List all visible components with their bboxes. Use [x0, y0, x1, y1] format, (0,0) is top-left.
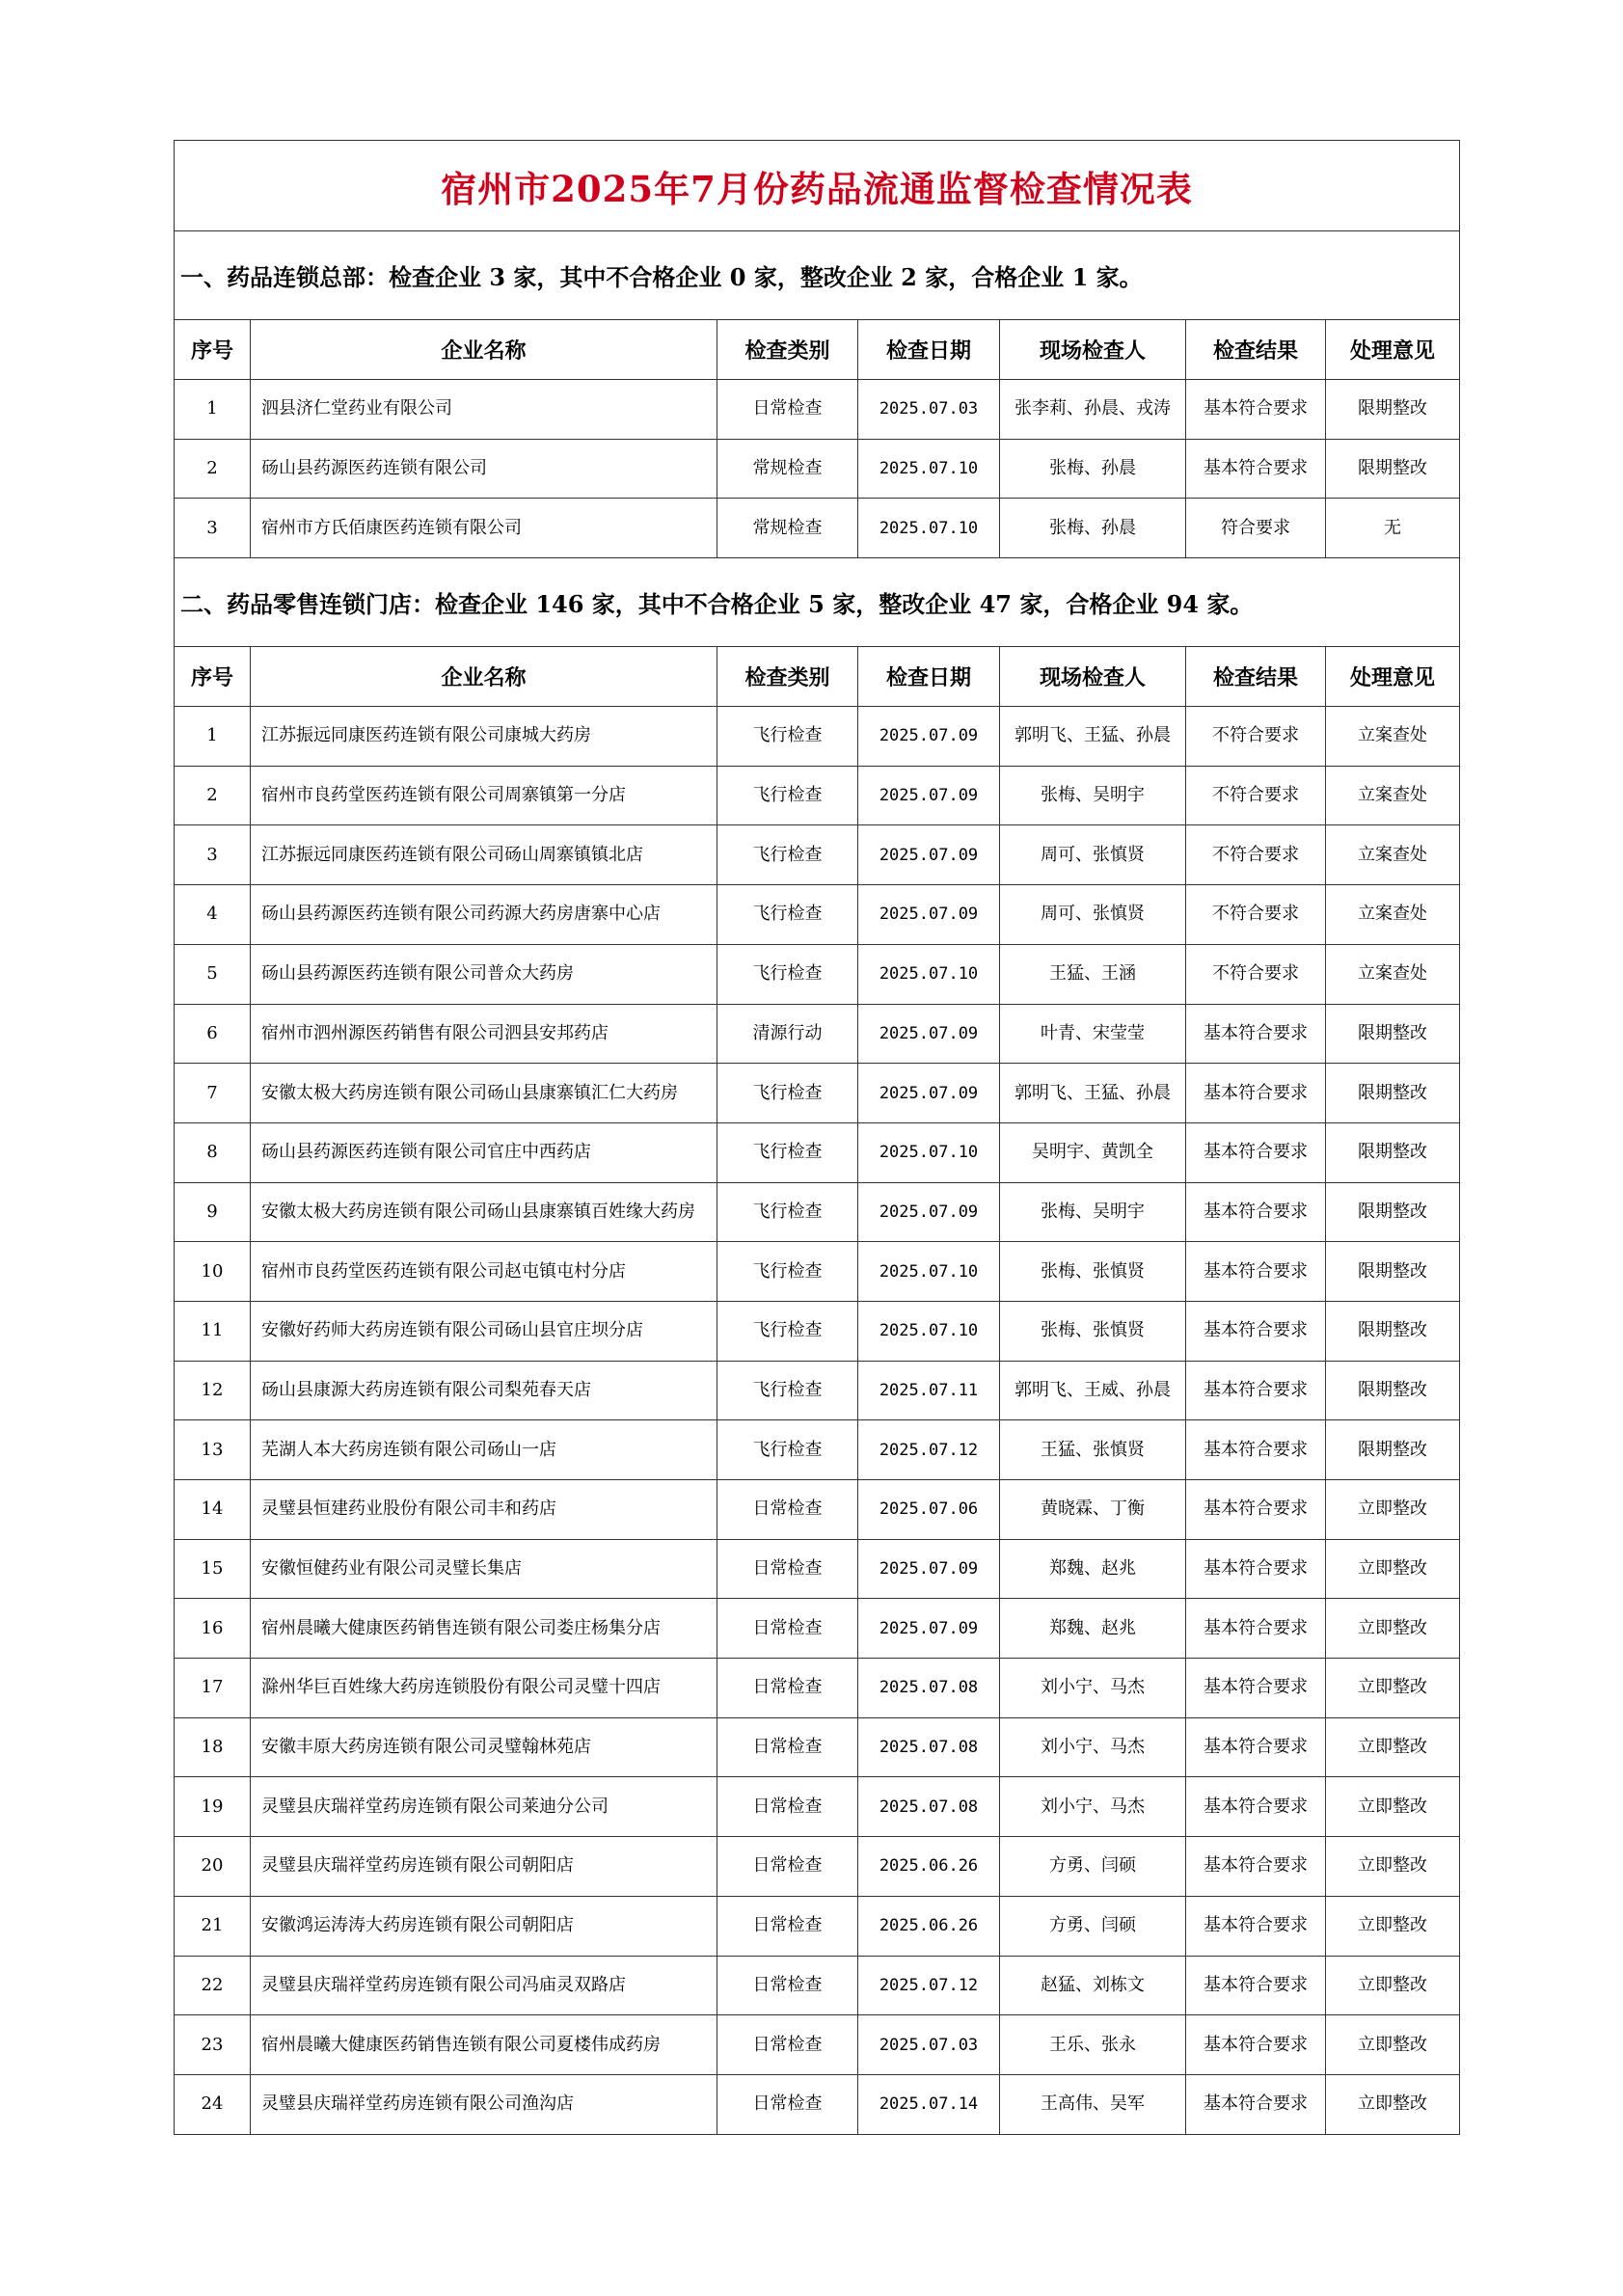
table-row: [175, 885, 1460, 945]
inspection-date: 2025.07.10: [858, 1242, 1000, 1302]
inspection-date: 2025.07.10: [858, 1122, 1000, 1182]
company-name: 安徽太极大药房连锁有限公司砀山县康寨镇百姓缘大药房: [251, 1182, 717, 1242]
inspection-type: 飞行检查: [717, 1420, 858, 1480]
inspectors: 张李莉、孙晨、戎涛: [1000, 380, 1186, 440]
row-number: 22: [175, 1956, 251, 2015]
inspection-type: 飞行检查: [717, 1301, 858, 1361]
company-name: 宿州晨曦大健康医药销售连锁有限公司夏楼伟成药房: [251, 2015, 717, 2075]
inspectors: 王高伟、吴军: [1000, 2074, 1186, 2134]
inspection-result: 基本符合要求: [1186, 1004, 1326, 1064]
handling-opinion: 立即整改: [1326, 1956, 1460, 2015]
inspectors: 刘小宁、马杰: [1000, 1659, 1186, 1718]
company-name: 宿州市泗州源医药销售有限公司泗县安邦药店: [251, 1004, 717, 1064]
inspection-type: 日常检查: [717, 1777, 858, 1837]
inspection-type: 日常检查: [717, 1896, 858, 1956]
inspection-result: 基本符合要求: [1186, 1064, 1326, 1123]
table-row: [175, 439, 1460, 499]
inspection-result: 基本符合要求: [1186, 2074, 1326, 2134]
inspectors: 周可、张慎贤: [1000, 885, 1186, 945]
table-row: [175, 1361, 1460, 1420]
inspectors: 郭明飞、王猛、孙晨: [1000, 1064, 1186, 1123]
inspection-date: 2025.06.26: [858, 1837, 1000, 1897]
inspection-date: 2025.07.08: [858, 1659, 1000, 1718]
section-heading: 二、药品零售连锁门店：检查企业 146 家，其中不合格企业 5 家，整改企业 47 家，合格企业 94 家。: [175, 558, 1460, 647]
company-name: 泗县济仁堂药业有限公司: [251, 380, 717, 440]
inspection-date: 2025.07.11: [858, 1361, 1000, 1420]
inspection-date: 2025.07.14: [858, 2074, 1000, 2134]
column-header: 企业名称: [251, 647, 717, 707]
inspectors: 张梅、吴明宇: [1000, 1182, 1186, 1242]
page-title: 宿州市2025年7月份药品流通监督检查情况表: [175, 141, 1460, 231]
handling-opinion: 立即整改: [1326, 1539, 1460, 1599]
inspection-result: 基本符合要求: [1186, 380, 1326, 440]
inspection-result: 基本符合要求: [1186, 1599, 1326, 1659]
inspectors: 周可、张慎贤: [1000, 825, 1186, 885]
table-row: [175, 1242, 1460, 1302]
inspection-date: 2025.06.26: [858, 1896, 1000, 1956]
inspection-result: 基本符合要求: [1186, 1480, 1326, 1540]
handling-opinion: 立即整改: [1326, 2015, 1460, 2075]
row-number: 2: [175, 766, 251, 825]
inspection-date: 2025.07.09: [858, 1182, 1000, 1242]
inspectors: 叶青、宋莹莹: [1000, 1004, 1186, 1064]
column-header: 检查日期: [858, 320, 1000, 380]
inspection-result: 基本符合要求: [1186, 1896, 1326, 1956]
handling-opinion: 限期整改: [1326, 1182, 1460, 1242]
inspection-date: 2025.07.12: [858, 1420, 1000, 1480]
row-number: 6: [175, 1004, 251, 1064]
company-name: 灵璧县庆瑞祥堂药房连锁有限公司冯庙灵双路店: [251, 1956, 717, 2015]
inspection-type: 日常检查: [717, 1539, 858, 1599]
inspection-type: 日常检查: [717, 380, 858, 440]
row-number: 1: [175, 707, 251, 767]
row-number: 12: [175, 1361, 251, 1420]
company-name: 砀山县康源大药房连锁有限公司梨苑春天店: [251, 1361, 717, 1420]
table-row: [175, 707, 1460, 767]
row-number: 1: [175, 380, 251, 440]
handling-opinion: 立即整改: [1326, 1659, 1460, 1718]
inspection-date: 2025.07.09: [858, 1539, 1000, 1599]
handling-opinion: 立即整改: [1326, 1837, 1460, 1897]
table-header-row: [175, 647, 1460, 707]
row-number: 9: [175, 1182, 251, 1242]
inspection-type: 飞行检查: [717, 1182, 858, 1242]
table-row: [175, 1301, 1460, 1361]
row-number: 20: [175, 1837, 251, 1897]
inspection-type: 飞行检查: [717, 707, 858, 767]
handling-opinion: 限期整改: [1326, 1361, 1460, 1420]
table-row: [175, 1122, 1460, 1182]
column-header: 检查类别: [717, 647, 858, 707]
inspection-result: 不符合要求: [1186, 766, 1326, 825]
inspectors: 赵猛、刘栋文: [1000, 1956, 1186, 2015]
handling-opinion: 限期整改: [1326, 439, 1460, 499]
table-row: [175, 1659, 1460, 1718]
row-number: 8: [175, 1122, 251, 1182]
inspection-result: 基本符合要求: [1186, 1717, 1326, 1777]
company-name: 滁州华巨百姓缘大药房连锁股份有限公司灵璧十四店: [251, 1659, 717, 1718]
company-name: 江苏振远同康医药连锁有限公司砀山周寨镇镇北店: [251, 825, 717, 885]
row-number: 15: [175, 1539, 251, 1599]
row-number: 17: [175, 1659, 251, 1718]
inspectors: 郭明飞、王威、孙晨: [1000, 1361, 1186, 1420]
inspectors: 吴明宇、黄凯全: [1000, 1122, 1186, 1182]
inspection-date: 2025.07.10: [858, 439, 1000, 499]
company-name: 安徽太极大药房连锁有限公司砀山县康寨镇汇仁大药房: [251, 1064, 717, 1123]
inspection-type: 日常检查: [717, 1956, 858, 2015]
row-number: 3: [175, 825, 251, 885]
inspection-type: 清源行动: [717, 1004, 858, 1064]
handling-opinion: 立案查处: [1326, 825, 1460, 885]
table-row: [175, 380, 1460, 440]
inspection-result: 基本符合要求: [1186, 1837, 1326, 1897]
company-name: 宿州市良药堂医药连锁有限公司赵屯镇屯村分店: [251, 1242, 717, 1302]
inspection-type: 飞行检查: [717, 1361, 858, 1420]
inspection-type: 常规检查: [717, 439, 858, 499]
row-number: 21: [175, 1896, 251, 1956]
handling-opinion: 立即整改: [1326, 1777, 1460, 1837]
company-name: 安徽鸿运涛涛大药房连锁有限公司朝阳店: [251, 1896, 717, 1956]
column-header: 处理意见: [1326, 320, 1460, 380]
inspection-result: 基本符合要求: [1186, 1242, 1326, 1302]
table-row: [175, 499, 1460, 558]
handling-opinion: 限期整改: [1326, 1064, 1460, 1123]
inspectors: 王猛、张慎贤: [1000, 1420, 1186, 1480]
handling-opinion: 立即整改: [1326, 1896, 1460, 1956]
inspectors: 张梅、孙晨: [1000, 439, 1186, 499]
table-row: [175, 1480, 1460, 1540]
inspectors: 王猛、王涵: [1000, 944, 1186, 1004]
inspection-date: 2025.07.08: [858, 1717, 1000, 1777]
inspection-date: 2025.07.12: [858, 1956, 1000, 2015]
company-name: 宿州市良药堂医药连锁有限公司周寨镇第一分店: [251, 766, 717, 825]
inspection-type: 日常检查: [717, 1599, 858, 1659]
inspectors: 刘小宁、马杰: [1000, 1777, 1186, 1837]
handling-opinion: 限期整改: [1326, 380, 1460, 440]
section-heading: 一、药品连锁总部：检查企业 3 家，其中不合格企业 0 家，整改企业 2 家，合格企业 1 家。: [175, 231, 1460, 320]
inspectors: 张梅、张慎贤: [1000, 1242, 1186, 1302]
company-name: 江苏振远同康医药连锁有限公司康城大药房: [251, 707, 717, 767]
inspection-result: 不符合要求: [1186, 885, 1326, 945]
row-number: 11: [175, 1301, 251, 1361]
handling-opinion: 立案查处: [1326, 885, 1460, 945]
inspection-result: 基本符合要求: [1186, 1301, 1326, 1361]
company-name: 芜湖人本大药房连锁有限公司砀山一店: [251, 1420, 717, 1480]
inspection-type: 日常检查: [717, 2074, 858, 2134]
company-name: 安徽恒健药业有限公司灵璧长集店: [251, 1539, 717, 1599]
inspection-result: 基本符合要求: [1186, 439, 1326, 499]
inspectors: 刘小宁、马杰: [1000, 1717, 1186, 1777]
handling-opinion: 限期整改: [1326, 1122, 1460, 1182]
table-row: [175, 1777, 1460, 1837]
inspectors: 张梅、吴明宇: [1000, 766, 1186, 825]
inspection-type: 日常检查: [717, 1480, 858, 1540]
table-row: [175, 2074, 1460, 2134]
company-name: 灵璧县庆瑞祥堂药房连锁有限公司莱迪分公司: [251, 1777, 717, 1837]
company-name: 安徽丰原大药房连锁有限公司灵璧翰林苑店: [251, 1717, 717, 1777]
company-name: 砀山县药源医药连锁有限公司: [251, 439, 717, 499]
inspection-type: 飞行检查: [717, 944, 858, 1004]
handling-opinion: 限期整改: [1326, 1004, 1460, 1064]
inspection-date: 2025.07.10: [858, 499, 1000, 558]
inspection-result: 基本符合要求: [1186, 1539, 1326, 1599]
column-header: 检查结果: [1186, 320, 1326, 380]
row-number: 2: [175, 439, 251, 499]
inspectors: 郑魏、赵兆: [1000, 1539, 1186, 1599]
inspection-date: 2025.07.09: [858, 1004, 1000, 1064]
company-name: 宿州晨曦大健康医药销售连锁有限公司娄庄杨集分店: [251, 1599, 717, 1659]
inspectors: 郑魏、赵兆: [1000, 1599, 1186, 1659]
column-header: 现场检查人: [1000, 647, 1186, 707]
table-row: [175, 1896, 1460, 1956]
handling-opinion: 限期整改: [1326, 1420, 1460, 1480]
table-row: [175, 2015, 1460, 2075]
row-number: 10: [175, 1242, 251, 1302]
inspectors: 方勇、闫硕: [1000, 1896, 1186, 1956]
handling-opinion: 限期整改: [1326, 1301, 1460, 1361]
inspection-result: 不符合要求: [1186, 944, 1326, 1004]
inspectors: 黄晓霖、丁衡: [1000, 1480, 1186, 1540]
inspection-type: 日常检查: [717, 1717, 858, 1777]
row-number: 18: [175, 1717, 251, 1777]
inspection-date: 2025.07.06: [858, 1480, 1000, 1540]
inspection-type: 飞行检查: [717, 1122, 858, 1182]
handling-opinion: 立即整改: [1326, 1599, 1460, 1659]
row-number: 13: [175, 1420, 251, 1480]
inspectors: 郭明飞、王猛、孙晨: [1000, 707, 1186, 767]
inspection-date: 2025.07.03: [858, 2015, 1000, 2075]
table-row: [175, 1837, 1460, 1897]
company-name: 灵璧县恒建药业股份有限公司丰和药店: [251, 1480, 717, 1540]
table-row: [175, 1004, 1460, 1064]
inspection-date: 2025.07.09: [858, 885, 1000, 945]
table-row: [175, 1599, 1460, 1659]
inspection-type: 飞行检查: [717, 825, 858, 885]
inspection-date: 2025.07.09: [858, 1064, 1000, 1123]
handling-opinion: 立即整改: [1326, 1717, 1460, 1777]
table-row: [175, 1717, 1460, 1777]
inspection-type: 日常检查: [717, 1837, 858, 1897]
inspection-result: 基本符合要求: [1186, 1777, 1326, 1837]
column-header: 企业名称: [251, 320, 717, 380]
inspectors: 方勇、闫硕: [1000, 1837, 1186, 1897]
inspection-result: 基本符合要求: [1186, 1182, 1326, 1242]
inspection-date: 2025.07.09: [858, 1599, 1000, 1659]
inspection-date: 2025.07.10: [858, 1301, 1000, 1361]
inspection-type: 飞行检查: [717, 1242, 858, 1302]
table-row: [175, 766, 1460, 825]
handling-opinion: 立即整改: [1326, 2074, 1460, 2134]
row-number: 7: [175, 1064, 251, 1123]
inspection-type: 日常检查: [717, 1659, 858, 1718]
table-header-row: [175, 320, 1460, 380]
inspection-date: 2025.07.10: [858, 944, 1000, 1004]
inspectors: 张梅、孙晨: [1000, 499, 1186, 558]
inspectors: 张梅、张慎贤: [1000, 1301, 1186, 1361]
inspection-type: 飞行检查: [717, 766, 858, 825]
company-name: 砀山县药源医药连锁有限公司药源大药房唐寨中心店: [251, 885, 717, 945]
table-row: [175, 825, 1460, 885]
inspection-date: 2025.07.09: [858, 825, 1000, 885]
company-name: 安徽好药师大药房连锁有限公司砀山县官庄坝分店: [251, 1301, 717, 1361]
company-name: 砀山县药源医药连锁有限公司官庄中西药店: [251, 1122, 717, 1182]
company-name: 灵璧县庆瑞祥堂药房连锁有限公司朝阳店: [251, 1837, 717, 1897]
row-number: 5: [175, 944, 251, 1004]
handling-opinion: 立案查处: [1326, 707, 1460, 767]
handling-opinion: 立案查处: [1326, 766, 1460, 825]
inspection-type: 常规检查: [717, 499, 858, 558]
handling-opinion: 立案查处: [1326, 944, 1460, 1004]
inspection-result: 基本符合要求: [1186, 1361, 1326, 1420]
inspection-result: 基本符合要求: [1186, 2015, 1326, 2075]
inspection-date: 2025.07.09: [858, 707, 1000, 767]
company-name: 灵璧县庆瑞祥堂药房连锁有限公司渔沟店: [251, 2074, 717, 2134]
inspection-result: 基本符合要求: [1186, 1956, 1326, 2015]
row-number: 24: [175, 2074, 251, 2134]
table-row: [175, 1182, 1460, 1242]
inspection-date: 2025.07.03: [858, 380, 1000, 440]
handling-opinion: 限期整改: [1326, 1242, 1460, 1302]
row-number: 4: [175, 885, 251, 945]
row-number: 23: [175, 2015, 251, 2075]
table-row: [175, 1956, 1460, 2015]
company-name: 宿州市方氏佰康医药连锁有限公司: [251, 499, 717, 558]
handling-opinion: 立即整改: [1326, 1480, 1460, 1540]
inspection-result: 基本符合要求: [1186, 1122, 1326, 1182]
inspection-result: 基本符合要求: [1186, 1420, 1326, 1480]
table-row: [175, 1064, 1460, 1123]
column-header: 现场检查人: [1000, 320, 1186, 380]
inspection-result: 不符合要求: [1186, 825, 1326, 885]
inspection-type: 飞行检查: [717, 885, 858, 945]
column-header: 检查结果: [1186, 647, 1326, 707]
row-number: 14: [175, 1480, 251, 1540]
inspection-type: 飞行检查: [717, 1064, 858, 1123]
column-header: 序号: [175, 647, 251, 707]
inspection-type: 日常检查: [717, 2015, 858, 2075]
column-header: 检查类别: [717, 320, 858, 380]
column-header: 检查日期: [858, 647, 1000, 707]
table-row: [175, 944, 1460, 1004]
row-number: 16: [175, 1599, 251, 1659]
column-header: 序号: [175, 320, 251, 380]
column-header: 处理意见: [1326, 647, 1460, 707]
inspection-date: 2025.07.09: [858, 766, 1000, 825]
inspection-table: [174, 140, 1460, 2135]
row-number: 19: [175, 1777, 251, 1837]
inspection-result: 不符合要求: [1186, 707, 1326, 767]
handling-opinion: 无: [1326, 499, 1460, 558]
inspectors: 王乐、张永: [1000, 2015, 1186, 2075]
table-row: [175, 1420, 1460, 1480]
inspection-result: 符合要求: [1186, 499, 1326, 558]
row-number: 3: [175, 499, 251, 558]
inspection-date: 2025.07.08: [858, 1777, 1000, 1837]
inspection-result: 基本符合要求: [1186, 1659, 1326, 1718]
company-name: 砀山县药源医药连锁有限公司普众大药房: [251, 944, 717, 1004]
table-row: [175, 1539, 1460, 1599]
